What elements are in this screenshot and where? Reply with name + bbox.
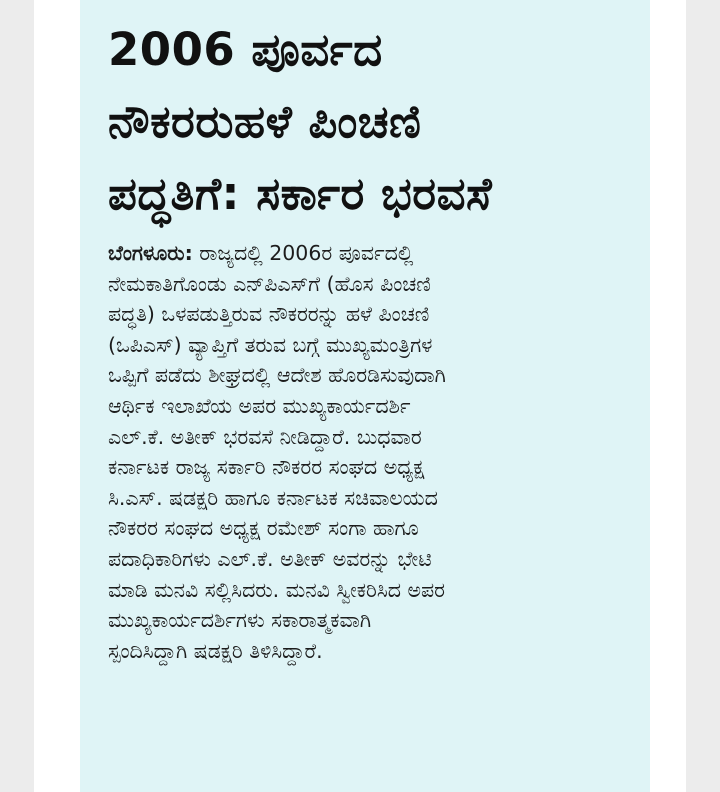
- body-line: ಪದಾಧಿಕಾರಿಗಳು ಎಲ್.ಕೆ. ಅತೀಕ್ ಅವರನ್ನು ಭೇಟಿ: [108, 546, 432, 571]
- body-line-text: ರಾಜ್ಯದಲ್ಲಿ 2006ರ ಪೂರ್ವದಲ್ಲಿ: [192, 241, 414, 265]
- body-line: ಕರ್ನಾಟಕ ರಾಜ್ಯ ಸರ್ಕಾರಿ ನೌಕರರ ಸಂಘದ ಅಧ್ಯಕ್ಷ: [108, 455, 425, 480]
- body-line: ನೇಮಕಾತಿಗೊಂಡು ಎನ್‌ಪಿಎಸ್‌ಗೆ (ಹೊಸ ಪಿಂಚಣಿ: [108, 271, 431, 296]
- body-line: ಪದ್ಧತಿ) ಒಳಪಡುತ್ತಿರುವ ನೌಕರರನ್ನು ಹಳೆ ಪಿಂಚಣಿ: [108, 302, 430, 327]
- body-line: ಸ್ಪಂದಿಸಿದ್ದಾಗಿ ಷಡಕ್ಷರಿ ತಿಳಿಸಿದ್ದಾರೆ.: [108, 638, 323, 663]
- headline-line: ನೌಕರರುಹಳೆ ಪಿಂಚಣಿ: [108, 95, 422, 148]
- dateline: ಬೆಂಗಳೂರು:: [108, 241, 193, 265]
- newspaper-clipping: [80, 0, 650, 792]
- article-body: [108, 238, 630, 666]
- body-line: ಮುಖ್ಯಕಾರ್ಯದರ್ಶಿಗಳು ಸಕಾರಾತ್ಮಕವಾಗಿ: [108, 608, 372, 633]
- body-line: ಸಿ.ಎಸ್. ಷಡಕ್ಷರಿ ಹಾಗೂ ಕರ್ನಾಟಕ ಸಚಿವಾಲಯದ: [108, 485, 438, 510]
- headline-line: ಪದ್ಧತಿಗೆ: ಸರ್ಕಾರ ಭರವಸೆ: [108, 167, 493, 220]
- body-line: [108, 238, 630, 269]
- body-line: ಎಲ್.ಕೆ. ಅತೀಕ್ ಭರವಸೆ ನೀಡಿದ್ದಾರೆ. ಬುಧವಾರ: [108, 424, 422, 449]
- body-line: ಒಪ್ಪಿಗೆ ಪಡೆದು ಶೀಘ್ರದಲ್ಲಿ ಆದೇಶ ಹೊರಡಿಸುವುದಾಗಿ: [108, 363, 446, 388]
- headline-line: 2006 ಪೂರ್ವದ: [108, 23, 383, 76]
- headline: [108, 14, 630, 230]
- body-line: ಮಾಡಿ ಮನವಿ ಸಲ್ಲಿಸಿದರು. ಮನವಿ ಸ್ವೀಕರಿಸಿದ ಅಪರ: [108, 577, 445, 602]
- body-line: (ಒಪಿಎಸ್) ವ್ಯಾಪ್ತಿಗೆ ತರುವ ಬಗ್ಗೆ ಮುಖ್ಯಮಂತ್ರಿಗಳ: [108, 332, 433, 357]
- body-line: ಆರ್ಥಿಕ ಇಲಾಖೆಯ ಅಪರ ಮುಖ್ಯಕಾರ್ಯದರ್ಶಿ: [108, 393, 411, 418]
- body-line: ನೌಕರರ ಸಂಘದ ಅಧ್ಯಕ್ಷ ರಮೇಶ್ ಸಂಗಾ ಹಾಗೂ: [108, 516, 419, 541]
